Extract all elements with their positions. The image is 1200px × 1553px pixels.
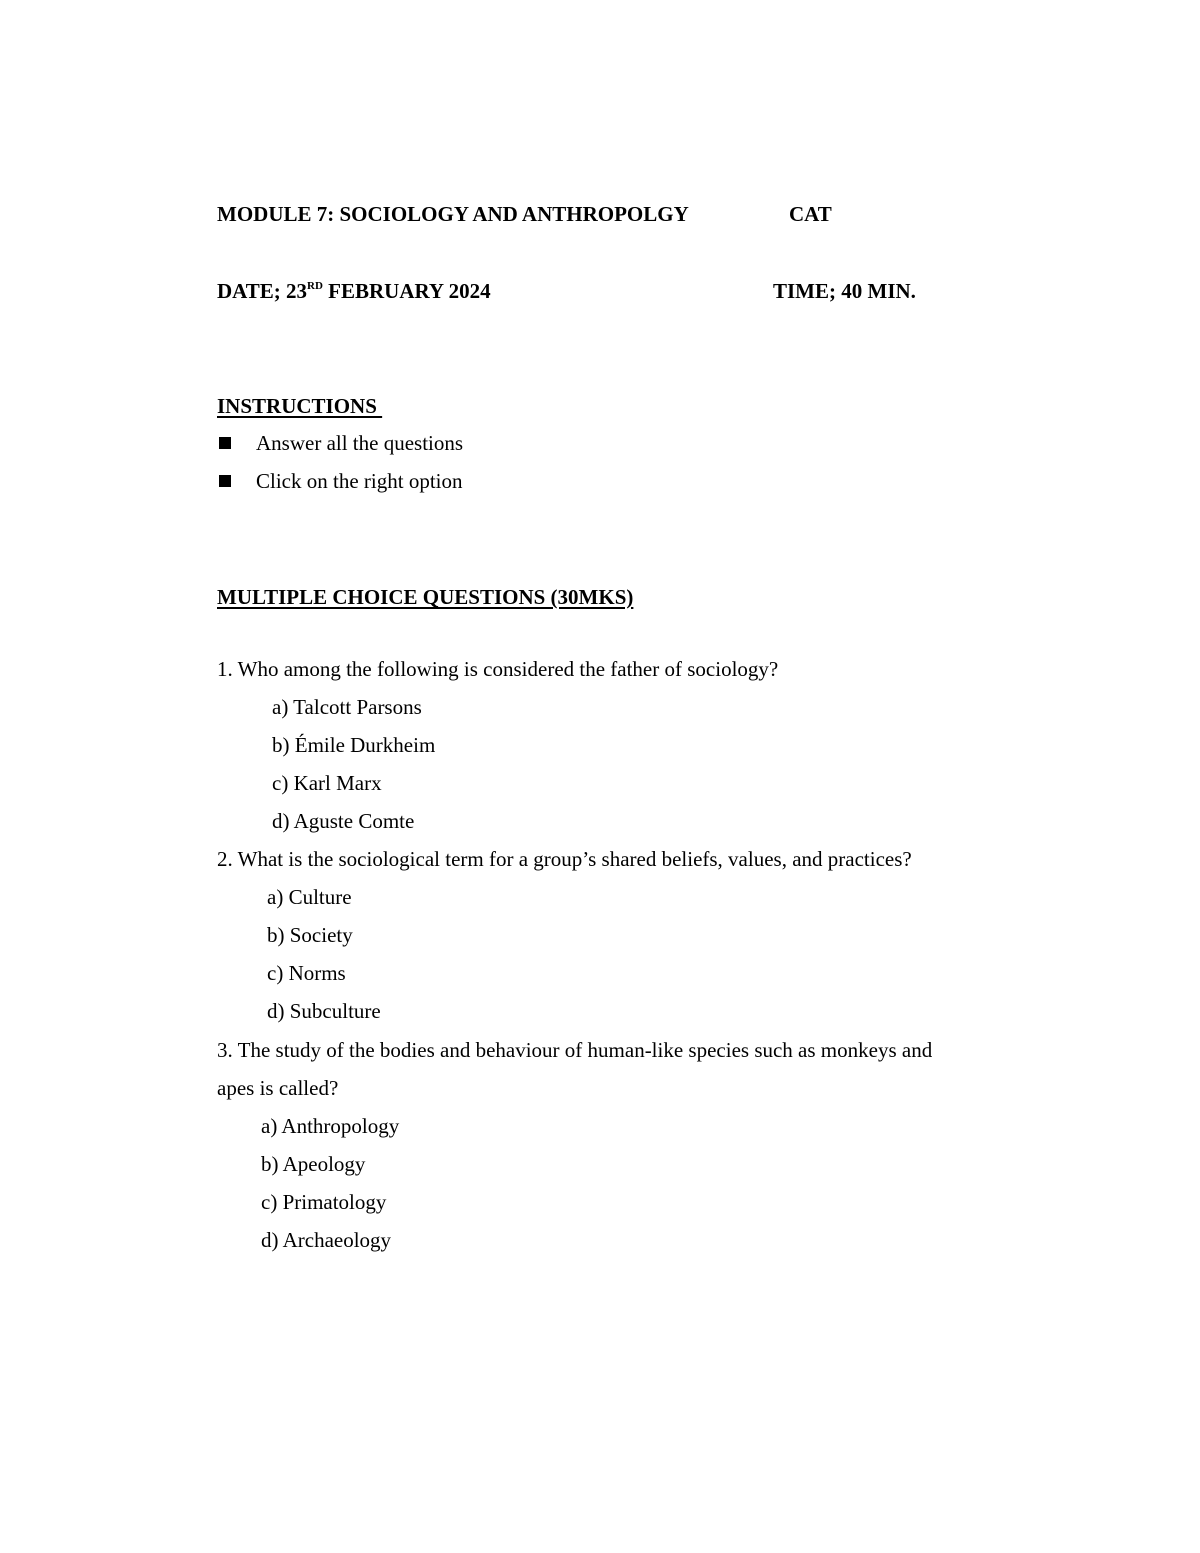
question-text: 1. Who among the following is considered the father of sociology?: [217, 657, 779, 681]
section-heading: MULTIPLE CHOICE QUESTIONS (30MKS): [217, 585, 634, 609]
exam-type: CAT: [789, 202, 832, 226]
answer-option[interactable]: d) Aguste Comte: [272, 809, 415, 833]
date-ordinal: RD: [307, 280, 323, 292]
answer-option[interactable]: a) Culture: [267, 885, 352, 909]
exam-date: [217, 278, 491, 304]
answer-option[interactable]: b) Apeology: [261, 1152, 366, 1176]
question-text-continued: apes is called?: [217, 1076, 339, 1100]
exam-time: TIME; 40 MIN.: [773, 279, 916, 303]
square-bullet-icon: [219, 475, 231, 487]
square-bullet-icon: [219, 437, 231, 449]
answer-option[interactable]: a) Anthropology: [261, 1114, 400, 1138]
answer-option[interactable]: c) Primatology: [261, 1190, 387, 1214]
answer-option[interactable]: d) Archaeology: [261, 1228, 392, 1252]
answer-option[interactable]: a) Talcott Parsons: [272, 695, 422, 719]
instructions-heading: INSTRUCTIONS: [217, 394, 383, 418]
date-rest: FEBRUARY 2024: [322, 279, 491, 303]
answer-option[interactable]: c) Norms: [267, 961, 346, 985]
instruction-item: Click on the right option: [256, 469, 463, 493]
answer-option[interactable]: b) Émile Durkheim: [272, 733, 436, 757]
module-title: MODULE 7: SOCIOLOGY AND ANTHROPOLGY: [217, 202, 689, 226]
date-label: DATE; 23: [217, 279, 308, 303]
question-text: 2. What is the sociological term for a group’s shared beliefs, values, and practices?: [217, 847, 912, 871]
question-text: 3. The study of the bodies and behaviour of human-like species such as monkeys and: [217, 1038, 933, 1062]
answer-option[interactable]: b) Society: [267, 923, 353, 947]
answer-option[interactable]: d) Subculture: [267, 999, 381, 1023]
answer-option[interactable]: c) Karl Marx: [272, 771, 382, 795]
instruction-item: Answer all the questions: [256, 431, 464, 455]
